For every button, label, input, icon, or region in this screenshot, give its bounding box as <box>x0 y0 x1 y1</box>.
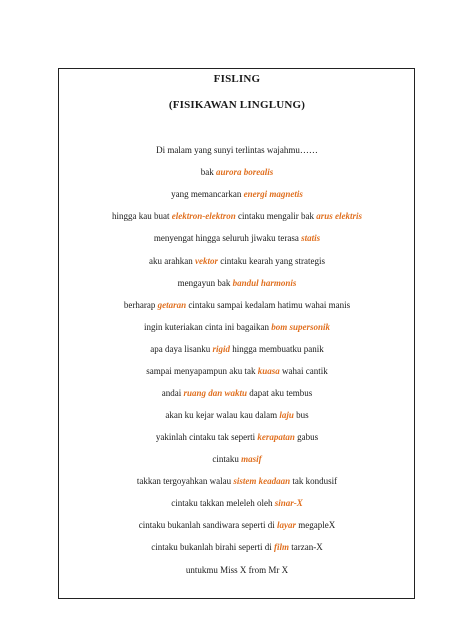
poem-text: tak kondusif <box>290 476 338 486</box>
document-title: FISLING <box>213 73 261 85</box>
poem-line <box>0 432 474 443</box>
poem-text: mengayun bak <box>177 278 233 288</box>
physics-term: kuasa <box>257 366 280 376</box>
poem-line <box>0 476 474 487</box>
poem-text: cintaku mengalir bak <box>235 211 317 221</box>
poem-line <box>0 145 474 156</box>
poem-line <box>0 366 474 377</box>
poem-text: Di malam yang sunyi terlintas wajahmu…… <box>156 145 318 155</box>
poem-line <box>0 498 474 509</box>
poem-line <box>0 520 474 531</box>
physics-term: energi magnetis <box>243 189 303 199</box>
poem-line <box>0 189 474 200</box>
poem-text: gabus <box>294 432 319 442</box>
poem-text: wahai cantik <box>279 366 328 376</box>
poem-text: yakinlah cintaku tak seperti <box>155 432 258 442</box>
document-subtitle: (FISIKAWAN LINGLUNG) <box>168 99 306 111</box>
poem-line <box>0 300 474 311</box>
physics-term: ruang dan waktu <box>183 388 248 398</box>
poem-text: untukmu Miss X from Mr X <box>185 565 289 575</box>
physics-term: layar <box>276 520 296 530</box>
poem-text: yang memancarkan <box>171 189 244 199</box>
poem-line <box>0 344 474 355</box>
physics-term: vektor <box>195 256 218 266</box>
physics-term: masif <box>241 454 262 464</box>
physics-term: sistem keadaan <box>233 476 291 486</box>
poem-text: dapat aku tembus <box>247 388 313 398</box>
poem-text: cintaku sampai kedalam hatimu wahai manis <box>186 300 351 310</box>
physics-term: bandul harmonis <box>232 278 297 288</box>
physics-term: elektron-elektron <box>171 211 236 221</box>
poem-line <box>0 233 474 244</box>
poem-text: hingga kau buat <box>112 211 172 221</box>
poem-text: bus <box>293 410 309 420</box>
poem-line <box>0 388 474 399</box>
poem-text: tarzan-X <box>288 542 323 552</box>
poem-text: megapleX <box>295 520 336 530</box>
physics-term: getaran <box>157 300 187 310</box>
poem-text: andai <box>161 388 184 398</box>
physics-term: laju <box>279 410 294 420</box>
poem-text: apa daya lisanku <box>150 344 213 354</box>
physics-term: kerapatan <box>257 432 295 442</box>
poem-line <box>0 542 474 553</box>
poem-text: takkan tergoyahkan walau <box>136 476 234 486</box>
poem-text: ingin kuteriakan cinta ini bagaikan <box>144 322 272 332</box>
poem-text: sampai menyapampun aku tak <box>146 366 258 376</box>
poem-text: cintaku <box>212 454 242 464</box>
poem-text: cintaku bukanlah birahi seperti di <box>151 542 274 552</box>
poem-text: cintaku bukanlah sandiwara seperti di <box>138 520 277 530</box>
poem-line <box>0 454 474 465</box>
poem-text: hingga membuatku panik <box>230 344 324 354</box>
poem-text: menyengat hingga seluruh jiwaku terasa <box>153 233 302 243</box>
poem-text: bak <box>200 167 216 177</box>
poem-line <box>0 278 474 289</box>
poem-line <box>0 256 474 267</box>
poem-line <box>0 410 474 421</box>
poem-text: aku arahkan <box>149 256 195 266</box>
poem-line <box>0 322 474 333</box>
physics-term: bom supersonik <box>271 322 330 332</box>
physics-term: rigid <box>212 344 230 354</box>
physics-term: statis <box>301 233 321 243</box>
poem-line <box>0 565 474 576</box>
poem-text: berharap <box>123 300 158 310</box>
poem-text: cintaku takkan meleleh oleh <box>171 498 275 508</box>
physics-term: film <box>273 542 289 552</box>
poem-text: akan ku kejar walau kau dalam <box>165 410 280 420</box>
physics-term: sinar-X <box>274 498 303 508</box>
poem-line <box>0 167 474 178</box>
poem-text: cintaku kearah yang strategis <box>218 256 325 266</box>
physics-term: aurora borealis <box>215 167 274 177</box>
physics-term: arus elektris <box>316 211 362 221</box>
poem-line <box>0 211 474 222</box>
